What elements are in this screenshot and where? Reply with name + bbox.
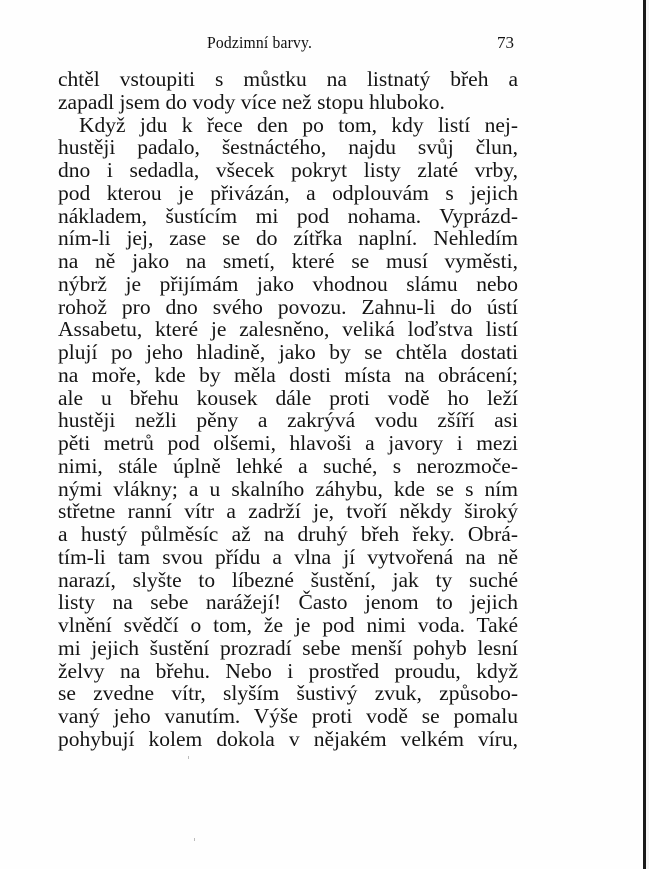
text-line: na moře, kde by měla dosti místa na obrácení; bbox=[58, 362, 518, 387]
scan-speck bbox=[194, 838, 195, 841]
text-line: pod kterou je přivázán, a odplouvám s jejich bbox=[58, 180, 518, 205]
body-text bbox=[58, 68, 518, 751]
text-line: střetne ranní vítr a zadrží je, tvoří někdy široký bbox=[58, 499, 518, 524]
text-line: listy na sebe narážejí! Často jenom to jejich bbox=[58, 590, 518, 615]
text-line: zapadl jsem do vody více než stopu hluboko. bbox=[58, 89, 445, 114]
text-line: Assabetu, které je zalesněno, veliká loďstva listí bbox=[58, 317, 518, 342]
text-line: plují po jeho hladině, jako by se chtěla dostati bbox=[58, 340, 518, 364]
text-line: nýbrž je přijímám jako vhodnou slámu nebo bbox=[58, 271, 518, 296]
text-line: chtěl vstoupiti s můstku na listnatý břeh a bbox=[58, 67, 518, 91]
page-number: 73 bbox=[497, 33, 514, 52]
running-header-title: Podzimní barvy. bbox=[207, 33, 313, 52]
text-line: dno i sedadla, všecek pokryt listy zlaté vrby, bbox=[58, 158, 518, 182]
scan-speck bbox=[188, 756, 189, 759]
text-line: a hustý půlměsíc až na druhý břeh řeky. Obrá- bbox=[58, 522, 518, 546]
text-line: nákladem, šustícím mi pod nohama. Vyprázd- bbox=[58, 203, 518, 228]
text-line: želvy na břehu. Nebo i prostřed proudu, když bbox=[58, 658, 518, 683]
text-line: ním-li jej, zase se do zítřka naplní. Nehledím bbox=[58, 226, 518, 251]
text-line: rohož pro dno svého povozu. Zahnu-li do ústí bbox=[58, 294, 518, 319]
text-line: ale u břehu kousek dále proti vodě ho leží bbox=[58, 385, 518, 410]
text-line: se zvedne vítr, slyším šustivý zvuk, způsobo- bbox=[58, 681, 518, 706]
text-line: pohybují kolem dokola v nějakém velkém víru, bbox=[58, 726, 518, 751]
text-line: vlnění svědčí o tom, že je pod nimi voda. Také bbox=[58, 613, 518, 637]
text-line: mi jejich šustění prozradí sebe menší pohyb lesní bbox=[58, 635, 518, 660]
text-line: nými vlákny; a u skalního záhybu, kde se s ním bbox=[58, 476, 518, 501]
text-line: hustěji nežli pěny a zakrývá vodu zšíří asi bbox=[58, 408, 518, 433]
text-line: hustěji padalo, šestnáctého, najdu svůj člun, bbox=[58, 135, 518, 160]
text-line: narazí, slyšte to líbezné šustění, jak ty suché bbox=[58, 567, 518, 592]
text-line: nimi, stále úplně lehké a suché, s nerozmoče- bbox=[58, 453, 518, 478]
text-line: na ně jako na smetí, které se musí vyměsti, bbox=[58, 249, 518, 273]
text-line: tím-li tam svou přídu a vlna jí vytvořená na ně bbox=[58, 544, 518, 569]
text-line: pěti metrů pod olšemi, hlavoši a javory i mezi bbox=[58, 431, 518, 455]
text-line-paragraph-start: Když jdu k řece den po tom, kdy listí nej- bbox=[79, 112, 518, 137]
text-line: vaný jeho vanutím. Výše proti vodě se pomalu bbox=[58, 704, 518, 728]
